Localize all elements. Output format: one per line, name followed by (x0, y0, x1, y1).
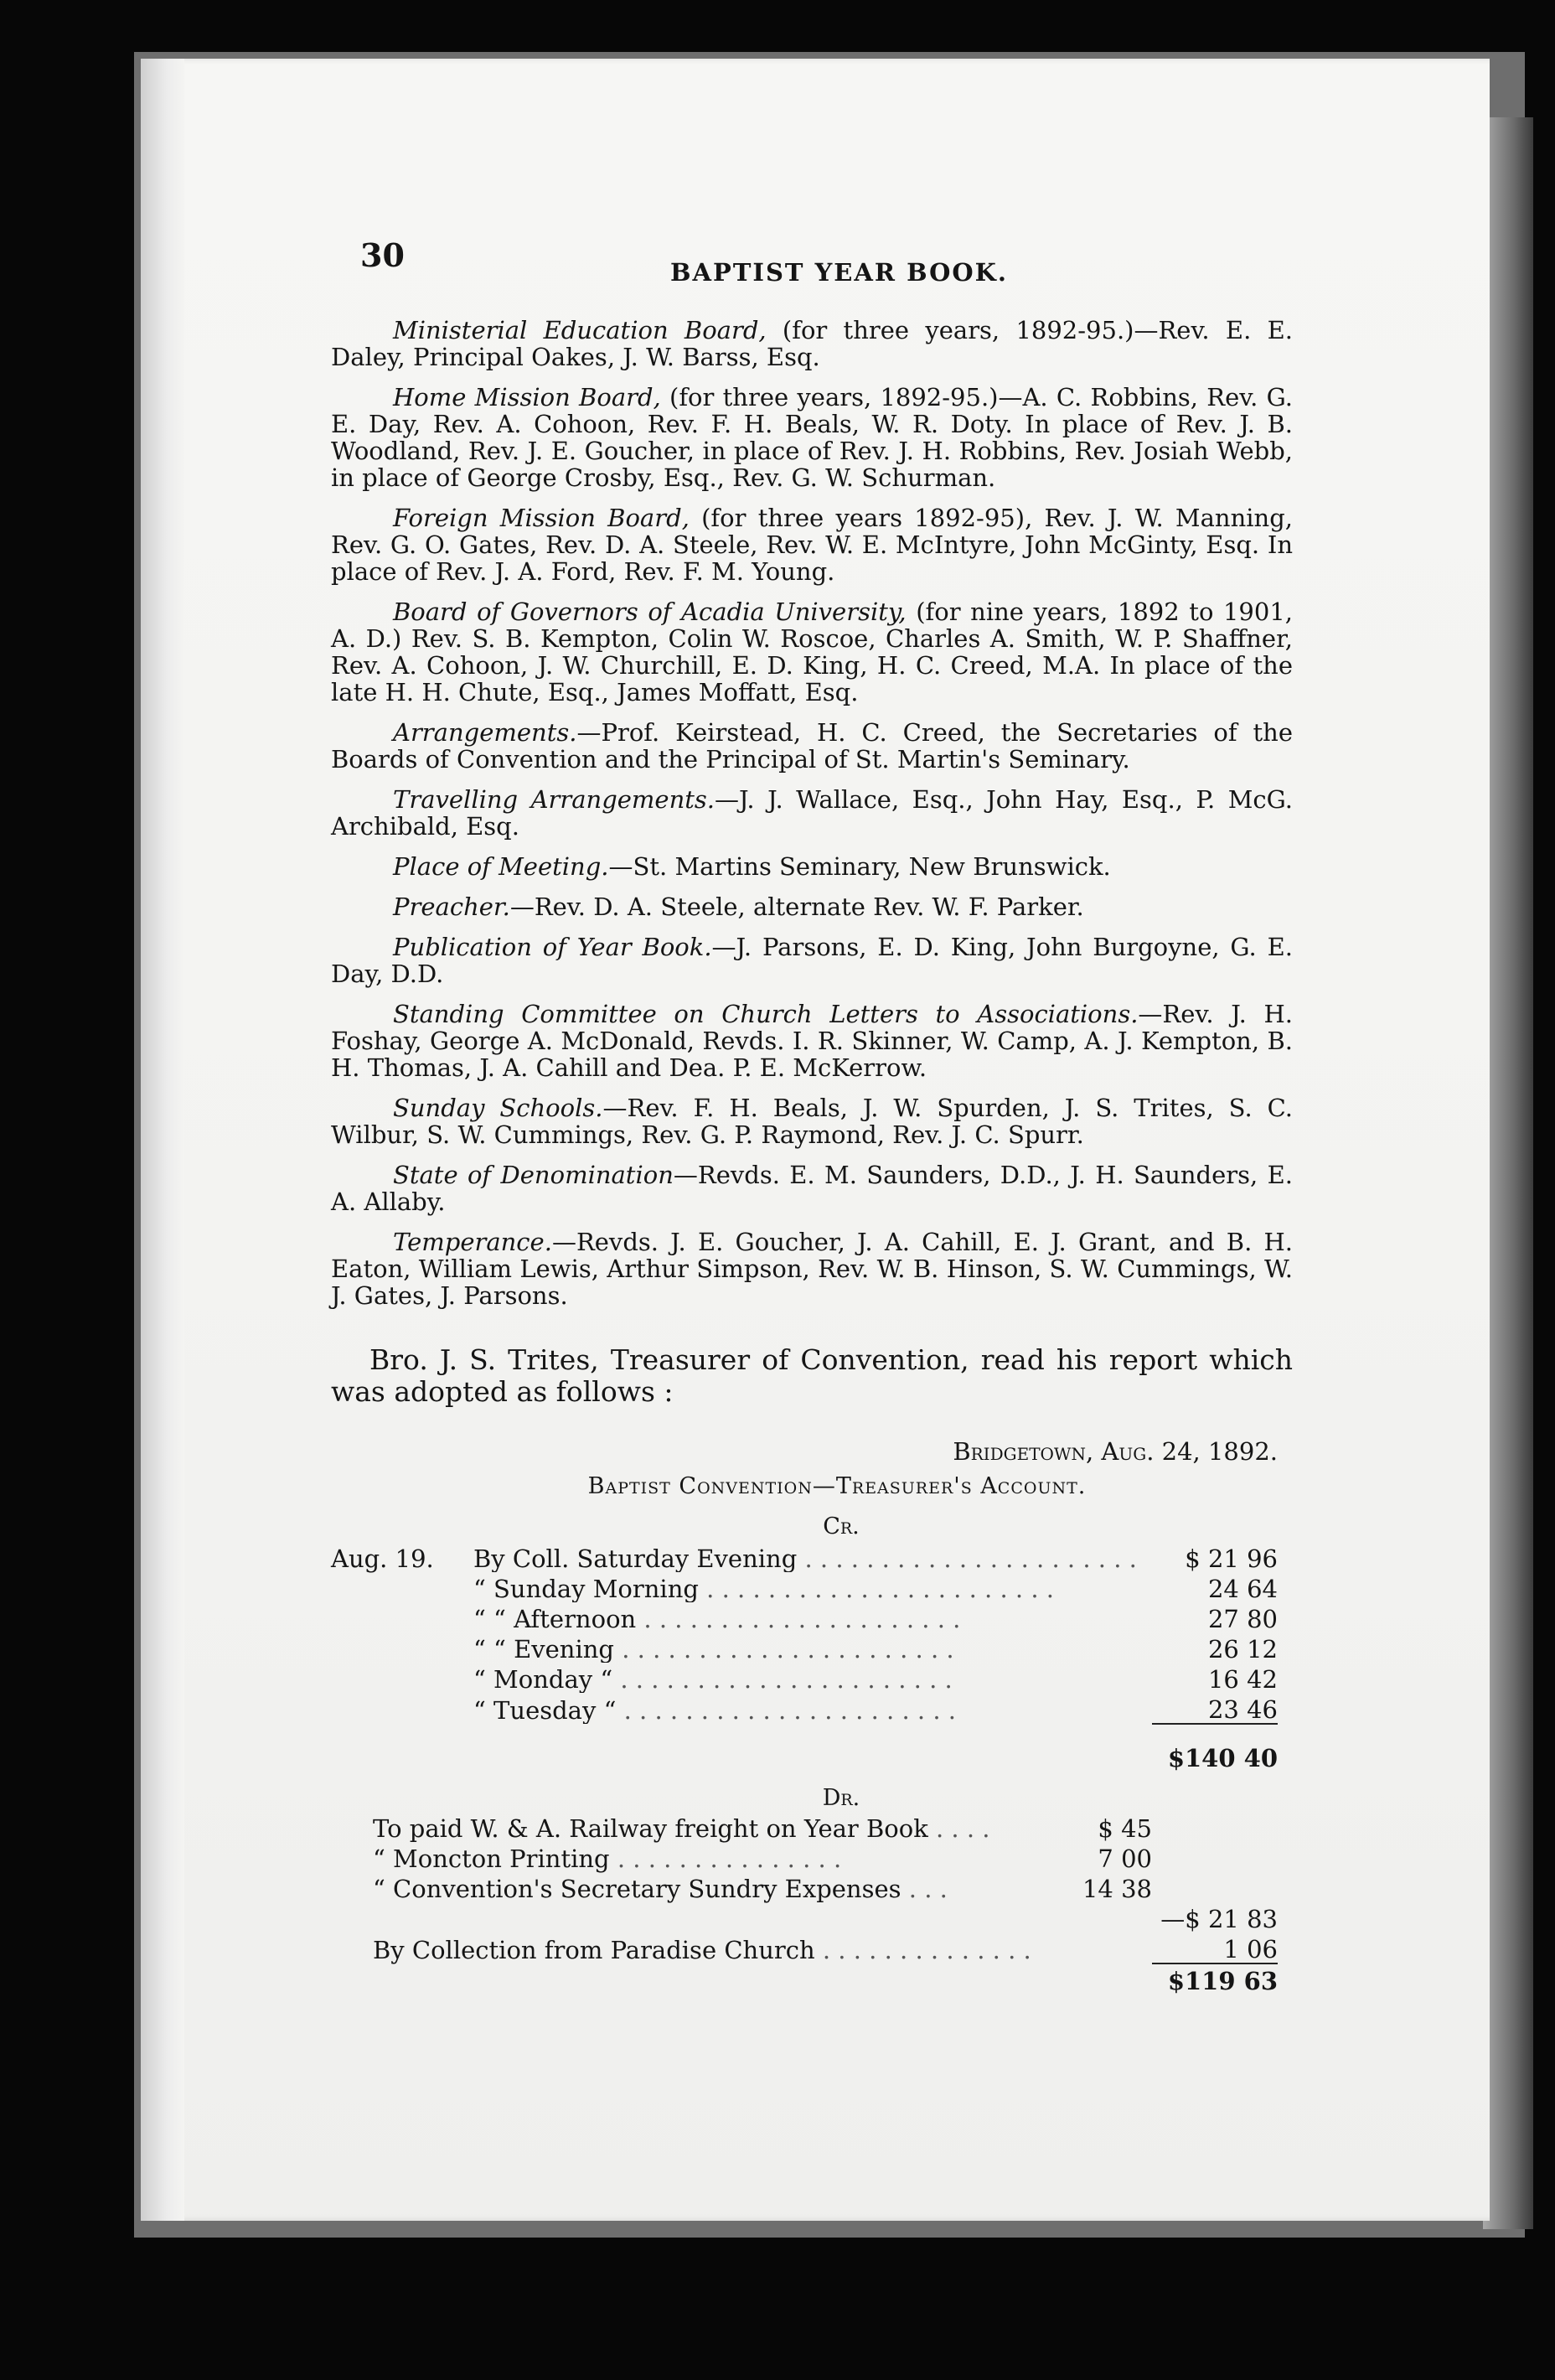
leader-dots: . . . . . . . . . . . . . . . . . . . . . (636, 1605, 961, 1632)
entry-label: Ministerial Education Board, (393, 316, 767, 344)
committee-list (331, 317, 1293, 1309)
row-date (331, 1632, 473, 1663)
row-description: “ Sunday Morning (473, 1575, 699, 1602)
row-amount: 26 12 (1207, 1635, 1278, 1663)
entry-label: Preacher. (393, 892, 510, 921)
entry-label: Place of Meeting. (393, 852, 609, 881)
list-item (331, 1229, 1293, 1309)
leader-dots: . . . . . . . . . . . . . . . (609, 1844, 842, 1873)
debit-heading: Dr. (822, 1785, 860, 1811)
page-number: 30 (360, 236, 405, 274)
leader-dots: . . . . . . . . . . . . . . . . . . . . . . (616, 1696, 956, 1724)
report-intro: Bro. J. S. Trites, Treasurer of Convention, read his report which was adopted as follows : (331, 1343, 1293, 1408)
entry-text: (for nine years, 1892 to 1901, A. D.) Rev. S. B. Kempton, Colin W. Roscoe, Charles A. Smith, W. P. Shaffner, Rev. A. Cohoon, J. W. Churchill, E. D. King, H. C. Creed, M.A. In place of the late H. H. Chute, Esq., James Moffatt, Esq. (331, 598, 1293, 706)
entry-label: Arrangements. (393, 718, 577, 747)
list-item (331, 598, 1293, 706)
list-item (331, 719, 1293, 773)
row-date (331, 1663, 473, 1693)
entry-text: —Rev. F. H. Beals, J. W. Spurden, J. S. Trites, S. C. Wilbur, S. W. Cummings, Rev. G. P. Raymond, Rev. J. C. Spurr. (331, 1094, 1293, 1149)
row-sub-amount: 7 00 (1098, 1844, 1152, 1873)
list-item (331, 934, 1293, 987)
entry-label: Foreign Mission Board, (393, 504, 690, 532)
row-amount (1152, 1812, 1278, 1842)
entry-text: —J. Parsons, E. D. King, John Burgoyne, G. E. Day, D.D. (331, 933, 1293, 988)
running-head: BAPTIST YEAR BOOK. (670, 258, 1008, 287)
entry-label: Temperance. (393, 1228, 552, 1256)
list-item (331, 853, 1293, 880)
debit-table (331, 1812, 1278, 1995)
row-amount: 16 42 (1207, 1665, 1278, 1694)
table-row (331, 1602, 1278, 1632)
page-content (331, 317, 1293, 1995)
row-date: Aug. 19. (331, 1544, 434, 1573)
row-date (331, 1602, 473, 1632)
balance-total: $119 63 (1152, 1964, 1278, 1995)
credit-total: $140 40 (1152, 1724, 1278, 1772)
entry-text: —Revds. E. M. Saunders, D.D., J. H. Saunders, E. A. Allaby. (331, 1161, 1293, 1216)
list-item (331, 384, 1293, 491)
entry-label: Standing Committee on Church Letters to Associations. (393, 1000, 1139, 1028)
row-description: By Collection from Paradise Church (373, 1936, 815, 1964)
table-row (331, 1542, 1278, 1572)
total-row (331, 1724, 1278, 1772)
row-amount (1152, 1872, 1278, 1902)
total-row (331, 1964, 1278, 1995)
row-sub-amount: 14 38 (1082, 1875, 1152, 1903)
page-edge (1483, 117, 1533, 2229)
row-date (331, 1693, 473, 1724)
row-description: “ Tuesday “ (473, 1696, 617, 1724)
leader-dots: . . . . . . . . . . . . . . . . . . . . . . . (698, 1575, 1054, 1602)
row-description: To paid W. & A. Railway freight on Year Book (373, 1814, 928, 1843)
table-row (331, 1842, 1278, 1872)
row-sub-amount: $ 45 (1098, 1814, 1152, 1843)
table-row (331, 1902, 1278, 1932)
leader-dots: . . . . . . . . . . . . . . . . . . . . . . (797, 1544, 1137, 1572)
entry-text: —Rev. D. A. Steele, alternate Rev. W. F. Parker. (509, 892, 1084, 921)
row-amount (1152, 1842, 1278, 1872)
row-date (331, 1572, 473, 1602)
table-row (331, 1663, 1278, 1693)
page-gutter (141, 59, 184, 2221)
entry-label: Travelling Arrangements. (393, 785, 716, 814)
entry-text: —J. J. Wallace, Esq., John Hay, Esq., P. McG. Archibald, Esq. (331, 785, 1293, 841)
entry-text: —Rev. J. H. Foshay, George A. McDonald, Revds. I. R. Skinner, W. Camp, A. J. Kempton, B. H. Thomas, J. A. Cahill and Dea. P. E. McKerrow. (331, 1000, 1293, 1082)
debit-sum: —$ 21 83 (1160, 1905, 1278, 1933)
table-row (331, 1932, 1278, 1964)
entry-label: Publication of Year Book. (393, 933, 712, 961)
entry-text: —Revds. J. E. Goucher, J. A. Cahill, E. J. Grant, and B. H. Eaton, William Lewis, Arthur Simpson, Rev. W. B. Hinson, S. W. Cummings, W. J. Gates, J. Parsons. (331, 1228, 1293, 1310)
account-title: Baptist Convention—Treasurer's Account. (587, 1473, 1087, 1499)
entry-label: Home Mission Board, (393, 383, 661, 411)
entry-text: (for three years, 1892-95.)—A. C. Robbins, Rev. G. E. Day, Rev. A. Cohoon, Rev. F. H. Beals, W. R. Doty. In place of Rev. J. B. Woodland, Rev. J. E. Goucher, in place of Rev. J. H. Robbins, Rev. Josiah Webb, in place of George Crosby, Esq., Rev. G. W. Schurman. (331, 383, 1293, 492)
leader-dots: . . . . . . . . . . . . . . . . . . . . . . (612, 1665, 953, 1693)
row-amount: 1 06 (1223, 1935, 1278, 1964)
credit-table (331, 1542, 1278, 1772)
row-amount: 24 64 (1207, 1575, 1278, 1603)
row-description: “ Convention's Secretary Sundry Expenses (373, 1875, 901, 1903)
list-item (331, 504, 1293, 585)
report-date: Bridgetown, Aug. 24, 1892. (953, 1437, 1278, 1466)
row-amount: $ 21 96 (1185, 1544, 1278, 1573)
entry-text: (for three years, 1892-95.)—Rev. E. E. Daley, Principal Oakes, J. W. Barss, Esq. (331, 316, 1293, 371)
list-item (331, 1001, 1293, 1081)
row-description: “ Monday “ (473, 1665, 613, 1693)
table-row (331, 1872, 1278, 1902)
list-item (331, 786, 1293, 840)
row-description: “ Moncton Printing (373, 1844, 610, 1873)
entry-label: Sunday Schools. (393, 1094, 603, 1122)
row-description: By Coll. Saturday Evening (473, 1544, 798, 1572)
table-row (331, 1693, 1278, 1724)
entry-text: (for three years 1892-95), Rev. J. W. Manning, Rev. G. O. Gates, Rev. D. A. Steele, Rev. W. E. McIntyre, John McGinty, Esq. In place of Rev. J. A. Ford, Rev. F. M. Young. (331, 504, 1293, 586)
leader-dots: . . . . . . . . . . . . . . . . . . . . . . (614, 1635, 954, 1663)
list-item (331, 317, 1293, 370)
row-description: “ “ Afternoon (473, 1605, 637, 1632)
list-item (331, 1094, 1293, 1148)
row-description: “ “ Evening (473, 1635, 614, 1663)
leader-dots: . . . . . . . . . . . . . . (814, 1936, 1031, 1964)
row-amount: 27 80 (1207, 1605, 1278, 1633)
entry-text: —St. Martins Seminary, New Brunswick. (608, 852, 1111, 881)
table-row (331, 1572, 1278, 1602)
leader-dots: . . . (901, 1875, 948, 1903)
list-item (331, 1162, 1293, 1215)
entry-text: —Prof. Keirstead, H. C. Creed, the Secretaries of the Boards of Convention and the Principal of St. Martin's Seminary. (331, 718, 1293, 774)
entry-label: State of Denomination (393, 1161, 674, 1189)
list-item (331, 893, 1293, 920)
leader-dots: . . . . (927, 1814, 990, 1843)
table-row (331, 1632, 1278, 1663)
table-row (331, 1812, 1278, 1842)
row-amount: 23 46 (1207, 1695, 1278, 1724)
credit-heading: Cr. (823, 1513, 860, 1539)
entry-label: Board of Governors of Acadia University, (393, 598, 907, 626)
